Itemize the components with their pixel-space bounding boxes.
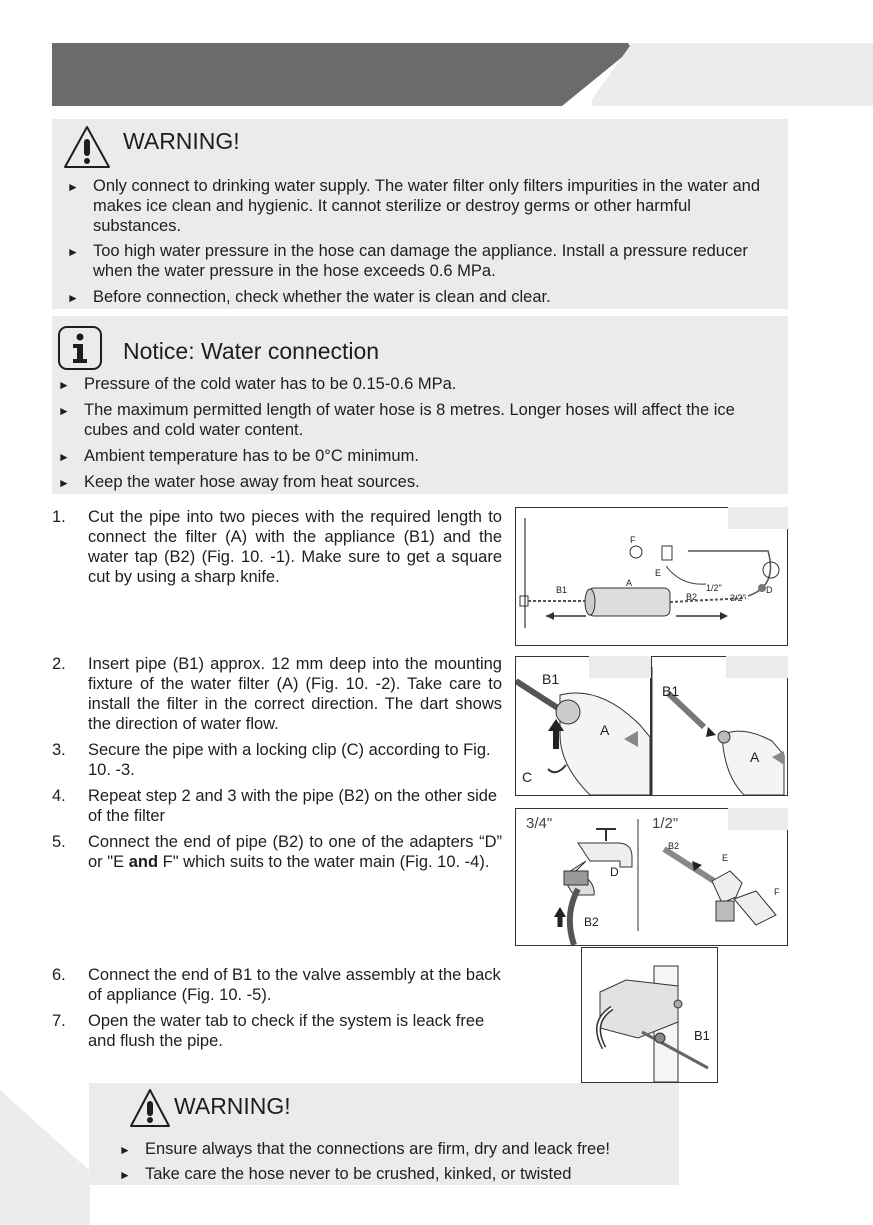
fig3-label: B1: [662, 683, 680, 699]
fig4-label: F: [774, 887, 780, 897]
header-band: [52, 43, 632, 106]
notice-item: ► The maximum permitted length of water hose is 8 metres. Longer hoses will affect the ice cubes and cold water content.: [58, 401, 735, 439]
figure-5-drawing: [582, 948, 717, 1082]
fig2-label: C: [522, 769, 533, 785]
fig5-label: B1: [694, 1028, 710, 1043]
info-icon: [57, 325, 103, 371]
fig4-label: 1/2": [652, 815, 679, 832]
fig1-label: F: [630, 535, 636, 545]
fig4-label: B2: [584, 915, 599, 929]
step-6: 6. Connect the end of B1 to the valve assembly at the back of appliance (Fig. 10. -5).: [52, 966, 501, 1004]
step-7: 7. Open the water tab to check if the system is leack free and flush the pipe.: [52, 1012, 485, 1050]
fig1-label: B1: [556, 585, 568, 595]
figure-4: [515, 808, 788, 946]
warning-item: ► Too high water pressure in the hose can damage the appliance. Install a pressure reducer when the water pressure in the hose exceeds 0.6 MPa.: [67, 242, 748, 280]
step-1: 1. Cut the pipe into two pieces with the required length to connect the filter (A) with the appliance (B1) and the water tap (B2) (Fig. 10. -1). Make sure to get a square cut by using a sharp knife.: [52, 508, 502, 586]
figure-2: [515, 656, 651, 796]
step-4: 4. Repeat step 2 and 3 with the pipe (B2) on the other side of the filter: [52, 787, 498, 825]
figure-1: [515, 507, 788, 646]
fig1-label: 1/2": [706, 583, 722, 593]
fig2-label: A: [600, 722, 610, 738]
fig1-label: 3/2": [730, 593, 746, 603]
figure-3: [651, 656, 788, 796]
fig2-label: B1: [542, 671, 560, 687]
warning-icon: [62, 124, 112, 170]
fig1-label: B2: [686, 592, 698, 602]
step-5: 5. Connect the end of pipe (B2) to one of the adapters “D” or "E and F" which suits to the water main (Fig. 10. -4).: [52, 833, 502, 871]
page-corner-decoration: [0, 1090, 90, 1225]
header-tab: [592, 43, 873, 106]
warning-item: ► Before connection, check whether the water is clean and clear.: [67, 288, 551, 306]
fig3-label: A: [750, 749, 760, 765]
warning-item: ► Ensure always that the connections are firm, dry and leack free!: [119, 1140, 610, 1158]
warning-title-bottom: WARNING!: [174, 1093, 291, 1119]
notice-title: Notice: Water connection: [123, 338, 380, 364]
fig1-label: A: [626, 578, 633, 588]
step-2: 2. Insert pipe (B1) approx. 12 mm deep into the mounting fixture of the water filter (A) (Fig. 10. -2). Take care to install the filter in the correct direction. The dart shows the direction of water flow.: [52, 655, 502, 733]
notice-item: ► Ambient temperature has to be 0°C minimum.: [58, 447, 419, 465]
warning-title-top: WARNING!: [123, 128, 240, 154]
fig4-label: E: [722, 853, 729, 863]
fig4-label: D: [610, 865, 619, 879]
figure-5: [581, 947, 718, 1083]
fig4-label: B2: [668, 841, 680, 851]
notice-item: ► Pressure of the cold water has to be 0.15-0.6 MPa.: [58, 375, 457, 393]
fig1-label: E: [655, 568, 662, 578]
warning-icon: [128, 1087, 172, 1129]
fig4-label: 3/4": [526, 815, 553, 832]
warning-item: ► Take care the hose never to be crushed, kinked, or twisted: [119, 1165, 572, 1183]
step-3: 3. Secure the pipe with a locking clip (C) according to Fig. 10. -3.: [52, 741, 491, 779]
warning-item: ► Only connect to drinking water supply. The water filter only filters impurities in the water and makes ice clean and hygienic. It cannot sterilize or destroy germs or other harmful substances.: [67, 177, 761, 235]
fig1-label: D: [766, 585, 773, 595]
notice-item: ► Keep the water hose away from heat sources.: [58, 473, 420, 491]
